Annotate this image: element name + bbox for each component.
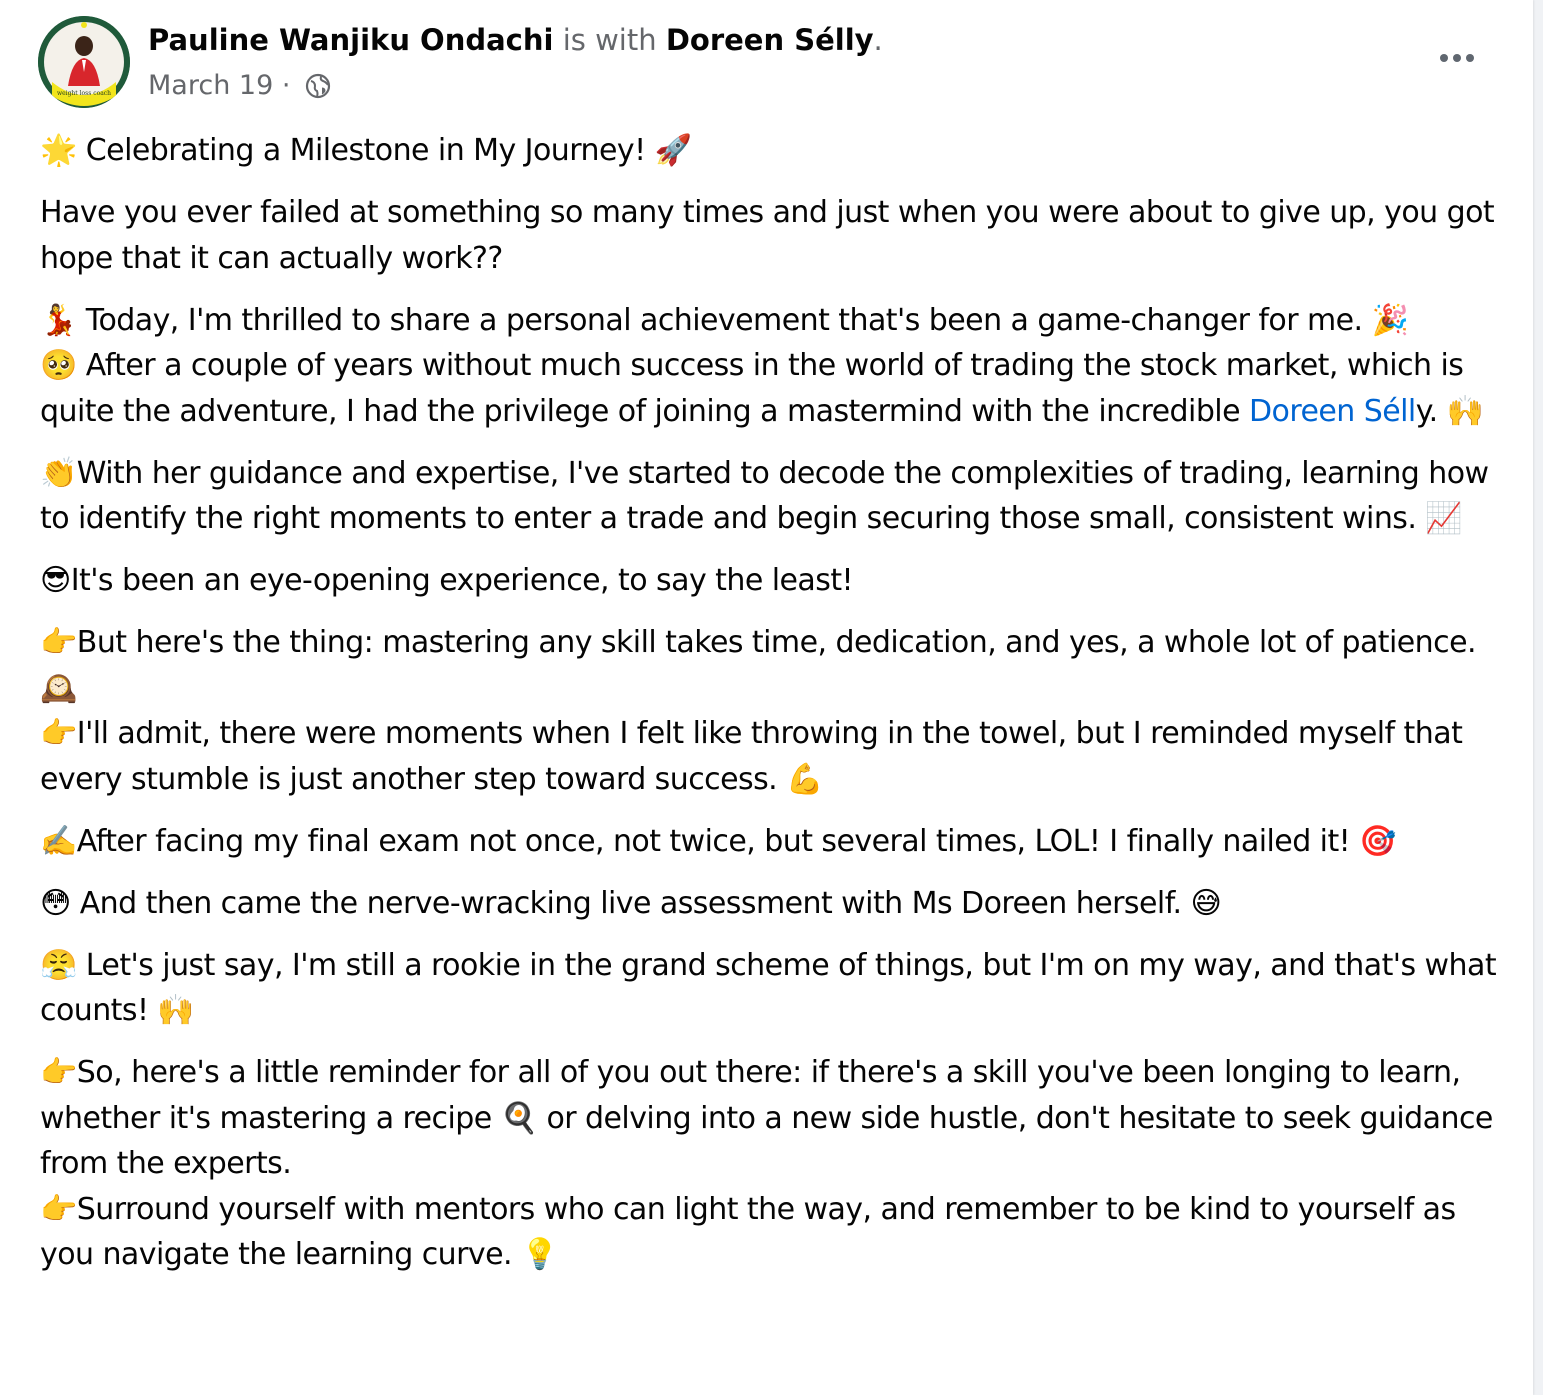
post-paragraph: ✍️After facing my final exam not once, not twice, but several times, LOL! I finally nailed it! 🎯	[40, 823, 1396, 859]
author-avatar[interactable]	[38, 16, 130, 108]
author-name-link[interactable]: Pauline Wanjiku Ondachi	[148, 23, 554, 57]
post-paragraph: 😤 Let's just say, I'm still a rookie in the grand scheme of things, but I'm on my way, and that's what counts! 🙌	[40, 947, 1497, 1028]
post-paragraph	[40, 1050, 1510, 1278]
post-line: 👉Surround yourself with mentors who can light the way, and remember to be kind to yourself as you navigate the learning curve. 💡	[40, 1191, 1456, 1272]
post-line: 👉I'll admit, there were moments when I felt like throwing in the towel, but I reminded myself that every stumble is just another step toward success. 💪	[40, 716, 1463, 797]
mention-link[interactable]: Doreen Séll	[1249, 393, 1416, 429]
post-line: 🥺 After a couple of years without much success in the world of trading the stock market, which is quite the adventure, I had the privilege of joining a mastermind with the incredible	[40, 348, 1464, 429]
post-line: 👉So, here's a little reminder for all of you out there: if there's a skill you've been longing to learn, whether it's mastering a recipe 🍳 or delving into a new side hustle, don't hesitate to seek guidance from the experts.	[40, 1055, 1493, 1181]
post-paragraph: 😳 And then came the nerve-wracking live assessment with Ms Doreen herself. 😅	[40, 885, 1222, 921]
more-options-icon	[1440, 54, 1448, 62]
tagged-user-link[interactable]: Doreen Sélly	[665, 23, 874, 57]
meta-separator: ·	[273, 70, 299, 101]
post-paragraph	[40, 620, 1510, 802]
avatar-image	[38, 16, 130, 108]
post-paragraph: 🌟 Celebrating a Milestone in My Journey! 🚀	[40, 133, 692, 168]
header-period: .	[873, 23, 883, 57]
post-timestamp-link[interactable]: March 19	[148, 70, 274, 101]
post-paragraph	[40, 298, 1510, 435]
post-meta	[148, 68, 331, 104]
post-paragraph: Have you ever failed at something so many times and just when you were about to give up, you got hope that it can actually work??	[40, 195, 1495, 276]
globe-icon[interactable]	[305, 73, 331, 99]
with-label: is with	[562, 23, 657, 57]
post-paragraph: 😎It's been an eye-opening experience, to say the least!	[40, 563, 854, 598]
post-header	[148, 20, 883, 60]
avatar-badge-text: weight loss coach	[57, 90, 111, 97]
post-line: y. 🙌	[1415, 393, 1484, 429]
more-options-button[interactable]	[1422, 38, 1492, 78]
post-line: 👉But here's the thing: mastering any skill takes time, dedication, and yes, a whole lot of patience. 🕰️	[40, 625, 1476, 706]
post-text	[40, 128, 1510, 1294]
post-line: 💃 Today, I'm thrilled to share a personal achievement that's been a game-changer for me. 🎉	[40, 302, 1409, 338]
post-paragraph: 👏With her guidance and expertise, I've started to decode the complexities of trading, learning how to identify the right moments to enter a trade and begin securing those small, consistent wins. 📈	[40, 455, 1489, 536]
